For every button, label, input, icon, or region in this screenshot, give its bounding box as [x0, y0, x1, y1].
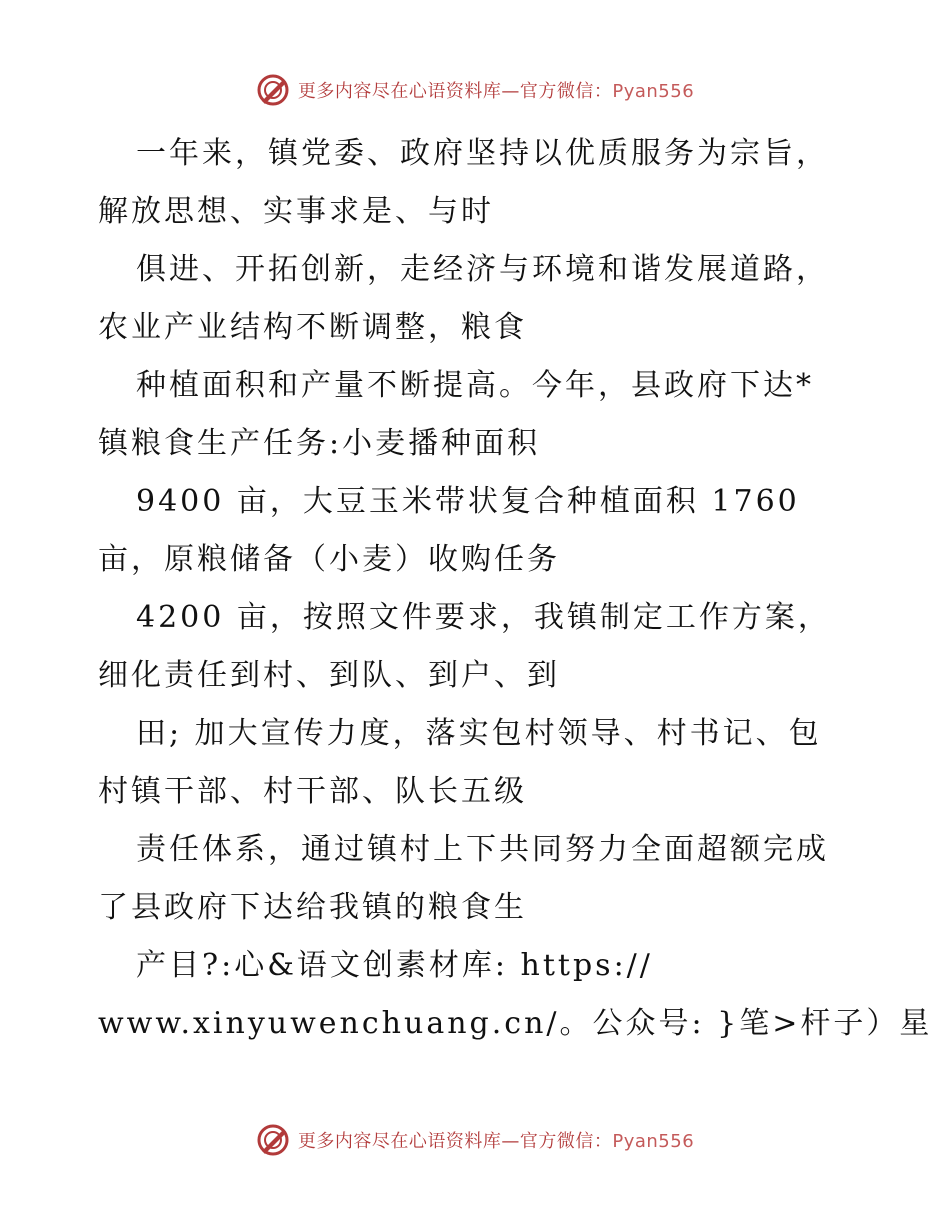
paragraph-line: 4200 亩，按照文件要求，我镇制定工作方案，	[136, 600, 831, 635]
paragraph-line: 责任体系，通过镇村上下共同努力全面超额完成	[136, 832, 829, 867]
paragraph-line: 村镇干部、村干部、队长五级	[98, 774, 527, 809]
paragraph-line: 产目?:心&语文创素材库: https://	[136, 948, 653, 983]
paragraph-line: 9400 亩，大豆玉米带状复合种植面积 1760	[136, 484, 800, 519]
paragraph-line: 一年来，镇党委、政府坚持以优质服务为宗旨，	[136, 136, 829, 171]
paragraph-line: 亩，原粮储备（小麦）收购任务	[98, 542, 560, 577]
paragraph-line: 细化责任到村、到队、到户、到	[98, 658, 560, 693]
paragraph-line: 解放思想、实事求是、与时	[98, 194, 494, 229]
header-watermark	[0, 70, 950, 110]
paragraph-line: 镇粮食生产任务:小麦播种面积	[98, 426, 541, 461]
footer-watermark	[0, 1120, 950, 1160]
paragraph-line: 俱进、开拓创新，走经济与环境和谐发展道路，	[136, 252, 829, 287]
paragraph-line: 农业产业结构不断调整，粮食	[98, 310, 527, 345]
pen-logo-icon	[256, 1123, 290, 1157]
pen-logo-icon	[256, 73, 290, 107]
paragraph-line: 田; 加大宣传力度，落实包村领导、村书记、包	[136, 716, 822, 751]
paragraph-line: 种植面积和产量不断提高。今年，县政府下达*	[136, 368, 814, 403]
paragraph-line: 了县政府下达给我镇的粮食生	[98, 890, 527, 925]
paragraph-line: www.xinyuwenchuang.cn/。公众号: }笔>杆子）星	[98, 1006, 933, 1041]
document-body	[98, 125, 933, 1053]
watermark-text: 更多内容尽在心语资料库—官方微信：Pyan556	[297, 1131, 695, 1152]
watermark-text: 更多内容尽在心语资料库—官方微信：Pyan556	[297, 81, 695, 102]
